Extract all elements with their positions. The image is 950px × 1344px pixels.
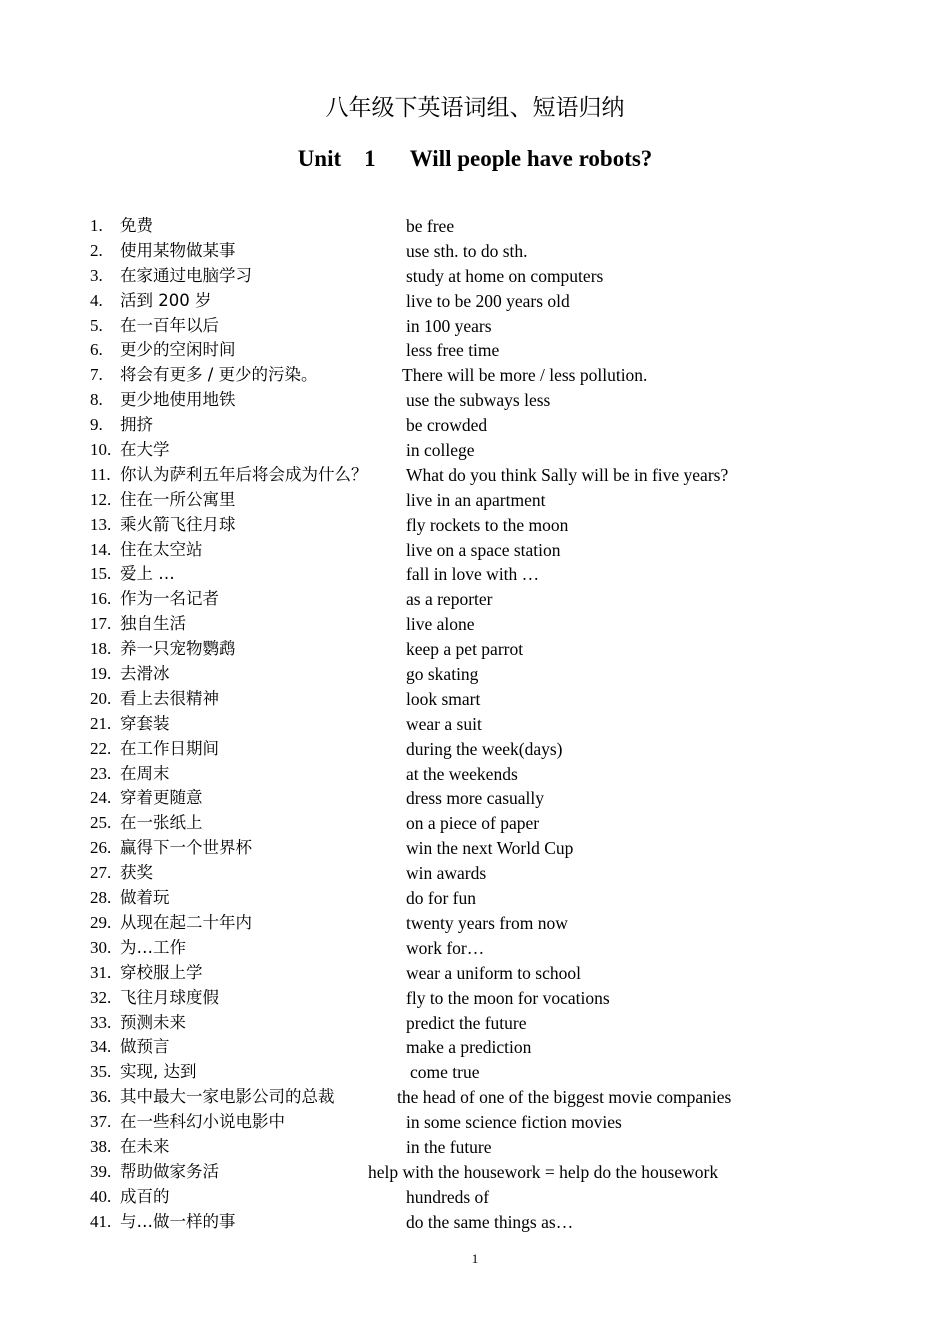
list-item	[0, 1035, 950, 1060]
chinese-phrase: 作为一名记者	[120, 589, 219, 609]
chinese-phrase: 帮助做家务活	[120, 1161, 219, 1181]
chinese-phrase: 其中最大一家电影公司的总裁	[120, 1087, 335, 1107]
list-item	[0, 363, 950, 388]
item-number: 32.	[90, 987, 112, 1007]
list-item	[0, 488, 950, 513]
list-item	[0, 811, 950, 836]
item-number: 37.	[90, 1112, 112, 1132]
english-phrase: in college	[406, 440, 475, 461]
item-number: 24.	[90, 788, 112, 808]
english-phrase: make a prediction	[406, 1037, 532, 1058]
list-item	[0, 463, 950, 488]
item-number: 28.	[90, 888, 112, 908]
chinese-phrase: 在大学	[120, 440, 170, 460]
english-phrase: wear a uniform to school	[406, 962, 581, 983]
item-number: 36.	[90, 1087, 112, 1107]
list-item	[0, 612, 950, 637]
list-item	[0, 786, 950, 811]
unit-heading: Unit 1 Will people have robots?	[297, 146, 653, 171]
chinese-phrase: 赢得下一个世界杯	[120, 838, 252, 858]
english-phrase: There will be more / less pollution.	[402, 365, 648, 386]
english-phrase: wear a suit	[406, 713, 482, 734]
list-item	[0, 737, 950, 762]
chinese-phrase: 穿校服上学	[120, 962, 203, 982]
list-item	[0, 662, 950, 687]
english-phrase: win awards	[406, 863, 487, 884]
item-number: 38.	[90, 1136, 112, 1156]
english-phrase: on a piece of paper	[406, 813, 540, 834]
english-phrase: live in an apartment	[406, 489, 546, 510]
chinese-phrase: 实现, 达到	[120, 1062, 197, 1082]
chinese-phrase: 拥挤	[120, 415, 153, 435]
english-phrase: during the week(days)	[406, 738, 563, 759]
item-number: 10.	[90, 440, 112, 460]
item-number: 9.	[90, 415, 103, 435]
list-item	[0, 1085, 950, 1110]
item-number: 21.	[90, 713, 112, 733]
list-item	[0, 1210, 950, 1235]
item-number: 22.	[90, 738, 112, 758]
chinese-phrase: 在一些科幻小说电影中	[120, 1112, 285, 1132]
chinese-phrase: 预测未来	[120, 1012, 186, 1032]
english-phrase: look smart	[406, 688, 481, 709]
english-phrase: the head of one of the biggest movie companies	[397, 1087, 732, 1108]
item-number: 16.	[90, 589, 112, 609]
english-phrase: use the subways less	[406, 390, 551, 411]
list-item	[0, 1110, 950, 1135]
item-number: 31.	[90, 962, 112, 982]
list-item	[0, 637, 950, 662]
english-phrase: study at home on computers	[406, 265, 604, 286]
item-number: 8.	[90, 390, 103, 410]
chinese-phrase: 使用某物做某事	[120, 240, 236, 260]
chinese-phrase: 独自生活	[120, 614, 186, 634]
list-item	[0, 986, 950, 1011]
english-phrase: dress more casually	[406, 788, 545, 809]
item-number: 4.	[90, 290, 103, 310]
english-phrase: as a reporter	[406, 589, 493, 610]
list-item	[0, 886, 950, 911]
item-number: 15.	[90, 564, 112, 584]
english-phrase: live to be 200 years old	[406, 290, 570, 311]
item-number: 1.	[90, 216, 103, 235]
item-number: 3.	[90, 265, 103, 285]
list-item	[0, 762, 950, 787]
list-item	[0, 562, 950, 587]
english-phrase: keep a pet parrot	[406, 639, 524, 660]
english-phrase: help with the housework = help do the housework	[368, 1161, 719, 1182]
item-number: 12.	[90, 489, 112, 509]
english-phrase: fall in love with …	[406, 564, 540, 585]
item-number: 41.	[90, 1211, 112, 1231]
list-item	[0, 289, 950, 314]
chinese-phrase: 在工作日期间	[120, 738, 219, 758]
list-item	[0, 911, 950, 936]
list-item	[0, 1185, 950, 1210]
item-number: 40.	[90, 1186, 112, 1206]
item-number: 26.	[90, 838, 112, 858]
chinese-phrase: 与…做一样的事	[120, 1211, 236, 1231]
chinese-phrase: 爱上 …	[120, 564, 175, 584]
chinese-phrase: 住在太空站	[120, 539, 203, 559]
english-phrase: in 100 years	[406, 315, 492, 336]
chinese-phrase: 飞往月球度假	[120, 987, 219, 1007]
item-number: 29.	[90, 912, 112, 932]
chinese-phrase: 穿着更随意	[120, 788, 203, 808]
list-item	[0, 861, 950, 886]
list-item	[0, 961, 950, 986]
english-phrase: live on a space station	[406, 539, 561, 560]
item-number: 5.	[90, 315, 103, 335]
english-phrase: use sth. to do sth.	[406, 240, 528, 261]
chinese-phrase: 成百的	[120, 1186, 170, 1206]
english-phrase: in the future	[406, 1136, 492, 1157]
english-phrase: predict the future	[406, 1012, 527, 1033]
english-phrase: be crowded	[406, 415, 488, 436]
chinese-phrase: 住在一所公寓里	[120, 489, 236, 509]
english-phrase: fly rockets to the moon	[406, 514, 569, 535]
page-number: 1	[471, 1251, 479, 1266]
item-number: 34.	[90, 1037, 112, 1057]
chinese-phrase: 在未来	[120, 1136, 170, 1156]
item-number: 25.	[90, 813, 112, 833]
item-number: 14.	[90, 539, 112, 559]
item-number: 7.	[90, 365, 103, 385]
chinese-phrase: 穿套装	[120, 713, 170, 733]
english-phrase: in some science fiction movies	[406, 1112, 622, 1133]
item-number: 30.	[90, 937, 112, 957]
item-number: 17.	[90, 614, 112, 634]
chinese-phrase: 做预言	[120, 1037, 170, 1057]
item-number: 20.	[90, 688, 112, 708]
chinese-phrase: 将会有更多 / 更少的污染。	[120, 365, 318, 385]
list-item	[0, 338, 950, 363]
item-number: 33.	[90, 1012, 112, 1032]
list-item	[0, 587, 950, 612]
english-phrase: twenty years from now	[406, 912, 568, 933]
chinese-phrase: 从现在起二十年内	[120, 912, 252, 932]
list-item	[0, 438, 950, 463]
phrase-list	[0, 214, 950, 1235]
list-item	[0, 836, 950, 861]
list-item	[0, 214, 950, 239]
chinese-phrase: 看上去很精神	[120, 688, 219, 708]
english-phrase: hundreds of	[406, 1186, 490, 1207]
english-phrase: do for fun	[406, 888, 476, 909]
chinese-phrase: 获奖	[120, 863, 153, 883]
chinese-phrase: 去滑冰	[120, 664, 170, 684]
item-number: 23.	[90, 763, 112, 783]
english-phrase: fly to the moon for vocations	[406, 987, 610, 1008]
list-item	[0, 1011, 950, 1036]
item-number: 35.	[90, 1062, 112, 1082]
english-phrase: be free	[406, 216, 455, 236]
list-item	[0, 264, 950, 289]
chinese-phrase: 在一张纸上	[120, 813, 203, 833]
chinese-phrase: 更少地使用地铁	[120, 390, 236, 410]
chinese-phrase: 你认为萨利五年后将会成为什么？	[120, 464, 368, 484]
chinese-phrase: 乘火箭飞往月球	[120, 514, 236, 534]
chinese-phrase: 做着玩	[120, 888, 170, 908]
item-number: 18.	[90, 639, 112, 659]
item-number: 27.	[90, 863, 112, 883]
list-item	[0, 936, 950, 961]
page-title: 八年级下英语词组、短语归纳	[325, 95, 625, 121]
english-phrase: What do you think Sally will be in five years?	[406, 464, 729, 485]
chinese-phrase: 在家通过电脑学习	[120, 265, 252, 285]
list-item	[0, 687, 950, 712]
list-item	[0, 1135, 950, 1160]
chinese-phrase: 养一只宠物鹦鹉	[120, 639, 236, 659]
item-number: 13.	[90, 514, 112, 534]
list-item	[0, 538, 950, 563]
english-phrase: win the next World Cup	[406, 838, 574, 859]
english-phrase: live alone	[406, 614, 475, 635]
chinese-phrase: 更少的空闲时间	[120, 340, 236, 360]
list-item	[0, 513, 950, 538]
list-item	[0, 239, 950, 264]
item-number: 2.	[90, 240, 103, 260]
item-number: 39.	[90, 1161, 112, 1181]
chinese-phrase: 免费	[120, 216, 153, 235]
item-number: 19.	[90, 664, 112, 684]
list-item	[0, 1060, 950, 1085]
item-number: 11.	[90, 464, 111, 484]
list-item	[0, 712, 950, 737]
english-phrase: come true	[410, 1062, 480, 1083]
list-item	[0, 314, 950, 339]
english-phrase: less free time	[406, 340, 500, 361]
list-item	[0, 1160, 950, 1185]
item-number: 6.	[90, 340, 103, 360]
english-phrase: at the weekends	[406, 763, 518, 784]
english-phrase: go skating	[406, 664, 479, 685]
english-phrase: work for…	[406, 937, 485, 958]
english-phrase: do the same things as…	[406, 1211, 574, 1232]
chinese-phrase: 为…工作	[120, 937, 186, 957]
chinese-phrase: 在周末	[120, 763, 170, 783]
list-item	[0, 413, 950, 438]
list-item	[0, 388, 950, 413]
chinese-phrase: 在一百年以后	[120, 315, 219, 335]
chinese-phrase: 活到 200 岁	[120, 290, 212, 310]
